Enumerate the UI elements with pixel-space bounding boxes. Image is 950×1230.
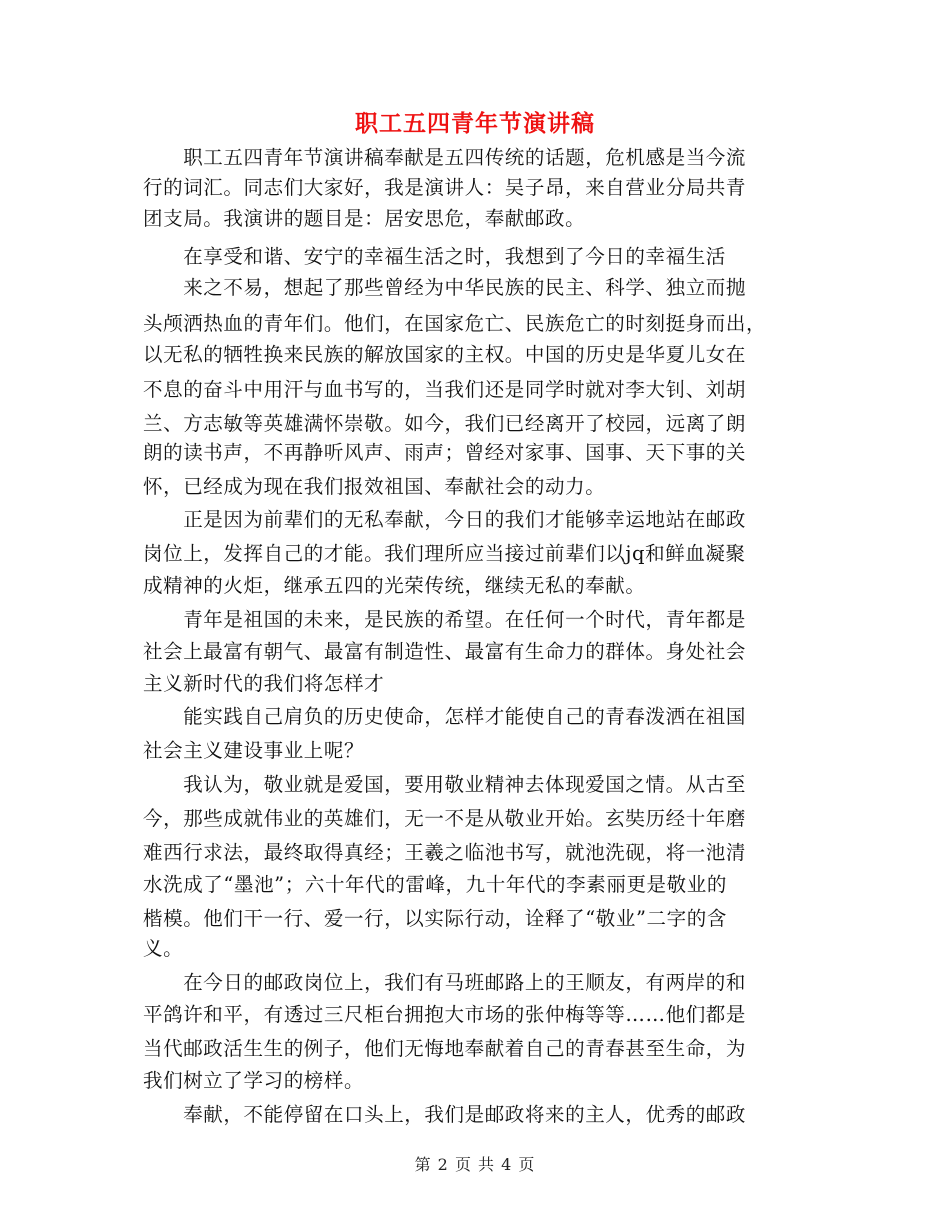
body-line: 来之不易，想起了那些曾经为中华民族的民主、科学、独立而抛 bbox=[143, 276, 747, 299]
body-line: 青年是祖国的未来，是民族的希望。在任何一个时代，青年都是 bbox=[143, 608, 747, 631]
body-line: 能实践自己肩负的历史使命，怎样才能使自己的青春泼洒在祖国 bbox=[143, 705, 747, 728]
body-line: 楷模。他们干一行、爱一行，以实际行动，诠释了“敬业”二字的含 bbox=[143, 907, 727, 930]
page-number-footer: 第 2 页 共 4 页 bbox=[414, 1155, 536, 1174]
body-line: 兰、方志敏等英雄满怀崇敬。如今，我们已经离开了校园，远离了朗 bbox=[143, 412, 747, 435]
body-line: 朗的读书声，不再静听风声、雨声；曾经对家事、国事、天下事的关 bbox=[143, 441, 747, 464]
body-line: 我们树立了学习的榜样。 bbox=[143, 1069, 365, 1092]
body-line: 怀，已经成为现在我们报效祖国、奉献社会的动力。 bbox=[143, 475, 606, 498]
body-line: 成精神的火炬，继承五四的光荣传统，继续无私的奉献。 bbox=[143, 574, 646, 597]
body-line: 职工五四青年节演讲稿奉献是五四传统的话题，危机感是当今流 bbox=[143, 146, 747, 169]
body-line: 义。 bbox=[143, 937, 184, 960]
body-line: 以无私的牺牲换来民族的解放国家的主权。中国的历史是华夏儿女在 bbox=[143, 343, 747, 366]
body-line: 正是因为前辈们的无私奉献，今日的我们才能够幸运地站在邮政 bbox=[143, 508, 747, 531]
body-line: 社会主义建设事业上呢？ bbox=[143, 739, 365, 762]
body-line: 头颅洒热血的青年们。他们，在国家危亡、民族危亡的时刻挺身而出， bbox=[143, 312, 767, 335]
body-line: 在享受和谐、安宁的幸福生活之时，我想到了今日的幸福生活 bbox=[143, 245, 726, 268]
body-line: 团支局。我演讲的题目是：居安思危，奉献邮政。 bbox=[143, 207, 586, 230]
body-line: 奉献，不能停留在口头上，我们是邮政将来的主人，优秀的邮政 bbox=[143, 1103, 747, 1126]
body-line: 主义新时代的我们将怎样才 bbox=[143, 672, 385, 695]
body-line: 平鸽许和平，有透过三尺柜台拥抱大市场的张仲梅等等……他们都是 bbox=[143, 1003, 747, 1026]
document-title: 职工五四青年节演讲稿 bbox=[355, 110, 595, 137]
body-line: 在今日的邮政岗位上，我们有马班邮路上的王顺友，有两岸的和 bbox=[143, 971, 747, 994]
body-line: 行的词汇。同志们大家好，我是演讲人：吴子昂，来自营业分局共青 bbox=[143, 176, 747, 199]
body-line: 水洗成了“墨池”；六十年代的雷峰，九十年代的李素丽更是敬业的 bbox=[143, 873, 727, 896]
body-line: 难西行求法，最终取得真经；王羲之临池书写，就池洗砚，将一池清 bbox=[143, 841, 747, 864]
body-line: 岗位上，发挥自己的才能。我们理所应当接过前辈们以jq和鲜血凝聚 bbox=[143, 542, 746, 565]
body-line: 不息的奋斗中用汗与血书写的，当我们还是同学时就对李大钊、刘胡 bbox=[143, 378, 747, 401]
body-line: 社会上最富有朝气、最富有制造性、最富有生命力的群体。身处社会 bbox=[143, 640, 747, 663]
body-line: 我认为，敬业就是爱国，要用敬业精神去体现爱国之情。从古至 bbox=[143, 773, 747, 796]
body-line: 当代邮政活生生的例子，他们无悔地奉献着自己的青春甚至生命，为 bbox=[143, 1037, 747, 1060]
body-line: 今，那些成就伟业的英雄们，无一不是从敬业开始。玄奘历经十年磨 bbox=[143, 807, 747, 830]
